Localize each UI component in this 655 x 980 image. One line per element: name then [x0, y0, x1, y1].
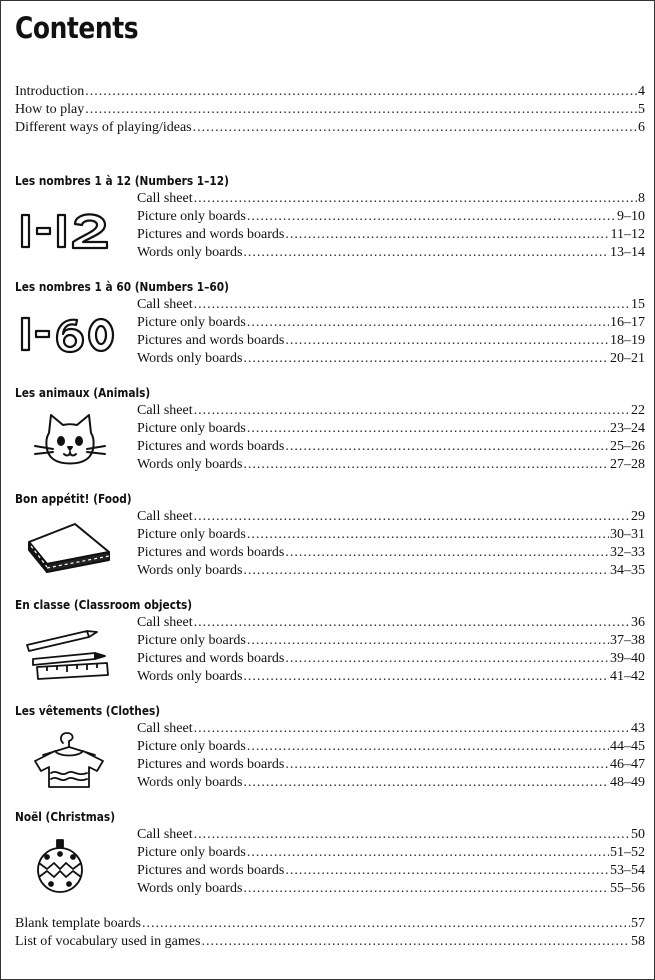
toc-entry-label: Introduction — [15, 84, 85, 99]
section-heading-numbers-1-60: Les nombres 1 à 60 (Numbers 1–60) — [15, 280, 229, 294]
section-heading-christmas: Noël (Christmas) — [15, 810, 116, 824]
toc-entry[interactable]: Pictures and words boards ..... 53–54 — [137, 862, 645, 880]
toc-entry-label: Blank template boards — [15, 916, 141, 931]
section-heading-clothes: Les vêtements (Clothes) — [15, 704, 161, 718]
section-heading-classroom-objects: En classe (Classroom objects) — [15, 598, 193, 612]
toc-entry[interactable]: Picture only boards ..... 23–24 — [137, 420, 645, 438]
toc-entry-introduction[interactable] — [15, 83, 645, 101]
toc-entry-label: Different ways of playing/ideas — [15, 120, 192, 135]
toc-entry-page: 57 — [631, 916, 645, 931]
pencils-ruler-icon — [17, 623, 117, 683]
toc-entry[interactable]: Words only boards ..... 48–49 — [137, 774, 645, 792]
toc-entry-vocabulary-list[interactable] — [15, 933, 645, 951]
toc-entry[interactable]: Call sheet ..... 22 — [137, 402, 645, 420]
toc-entry[interactable]: Call sheet ..... 29 — [137, 508, 645, 526]
toc-entry[interactable]: Call sheet ..... 15 — [137, 296, 645, 314]
toc-entry[interactable]: Call sheet ..... 8 — [137, 190, 645, 208]
sandwich-icon — [17, 516, 117, 576]
toc-entry[interactable]: Pictures and words boards ..... 46–47 — [137, 756, 645, 774]
cat-icon — [17, 409, 117, 469]
toc-entry-label: How to play — [15, 102, 85, 117]
toc-entry-page: 6 — [638, 120, 645, 135]
toc-entry-page: 5 — [638, 102, 645, 117]
toc-entry[interactable]: Pictures and words boards ..... 25–26 — [137, 438, 645, 456]
toc-entry-blank-template-boards[interactable] — [15, 915, 645, 933]
tshirt-hanger-icon — [17, 729, 117, 789]
bauble-icon — [17, 837, 117, 897]
page-title: Contents — [15, 11, 139, 45]
toc-entry-page: 4 — [638, 84, 645, 99]
toc-entry[interactable]: Pictures and words boards ..... 11–12 — [137, 226, 645, 244]
toc-entry[interactable]: Picture only boards ..... 37–38 — [137, 632, 645, 650]
toc-entry[interactable]: Picture only boards ..... 9–10 — [137, 208, 645, 226]
toc-entry[interactable]: Words only boards ..... 41–42 — [137, 668, 645, 686]
toc-entry[interactable]: Picture only boards ..... 16–17 — [137, 314, 645, 332]
toc-entry[interactable]: Picture only boards ..... 30–31 — [137, 526, 645, 544]
toc-entry[interactable]: Words only boards ..... 27–28 — [137, 456, 645, 474]
section-heading-numbers-1-12: Les nombres 1 à 12 (Numbers 1–12) — [15, 174, 229, 188]
toc-entry[interactable]: Call sheet ..... 50 — [137, 826, 645, 844]
toc-entry[interactable]: Words only boards ..... 20–21 — [137, 350, 645, 368]
numbers-1-12-icon — [17, 201, 117, 261]
section-heading-animals: Les animaux (Animals) — [15, 386, 151, 400]
toc-entry[interactable]: Words only boards ..... 55–56 — [137, 880, 645, 898]
toc-entry[interactable]: Call sheet ..... 36 — [137, 614, 645, 632]
toc-entry[interactable]: Pictures and words boards ..... 39–40 — [137, 650, 645, 668]
toc-entry[interactable]: Words only boards ..... 34–35 — [137, 562, 645, 580]
toc-entry-how-to-play[interactable] — [15, 101, 645, 119]
toc-entry[interactable]: Pictures and words boards ..... 18–19 — [137, 332, 645, 350]
toc-entry[interactable]: Words only boards ..... 13–14 — [137, 244, 645, 262]
toc-entry-page: 58 — [631, 934, 645, 949]
section-heading-food: Bon appétit! (Food) — [15, 492, 132, 506]
toc-entry[interactable]: Call sheet ..... 43 — [137, 720, 645, 738]
toc-entry[interactable]: Picture only boards ..... 44–45 — [137, 738, 645, 756]
numbers-1-60-icon — [17, 304, 117, 364]
toc-entry-label: List of vocabulary used in games — [15, 934, 201, 949]
toc-entry[interactable]: Picture only boards ..... 51–52 — [137, 844, 645, 862]
toc-entry-ways-of-playing[interactable] — [15, 119, 645, 137]
toc-entry[interactable]: Pictures and words boards ..... 32–33 — [137, 544, 645, 562]
